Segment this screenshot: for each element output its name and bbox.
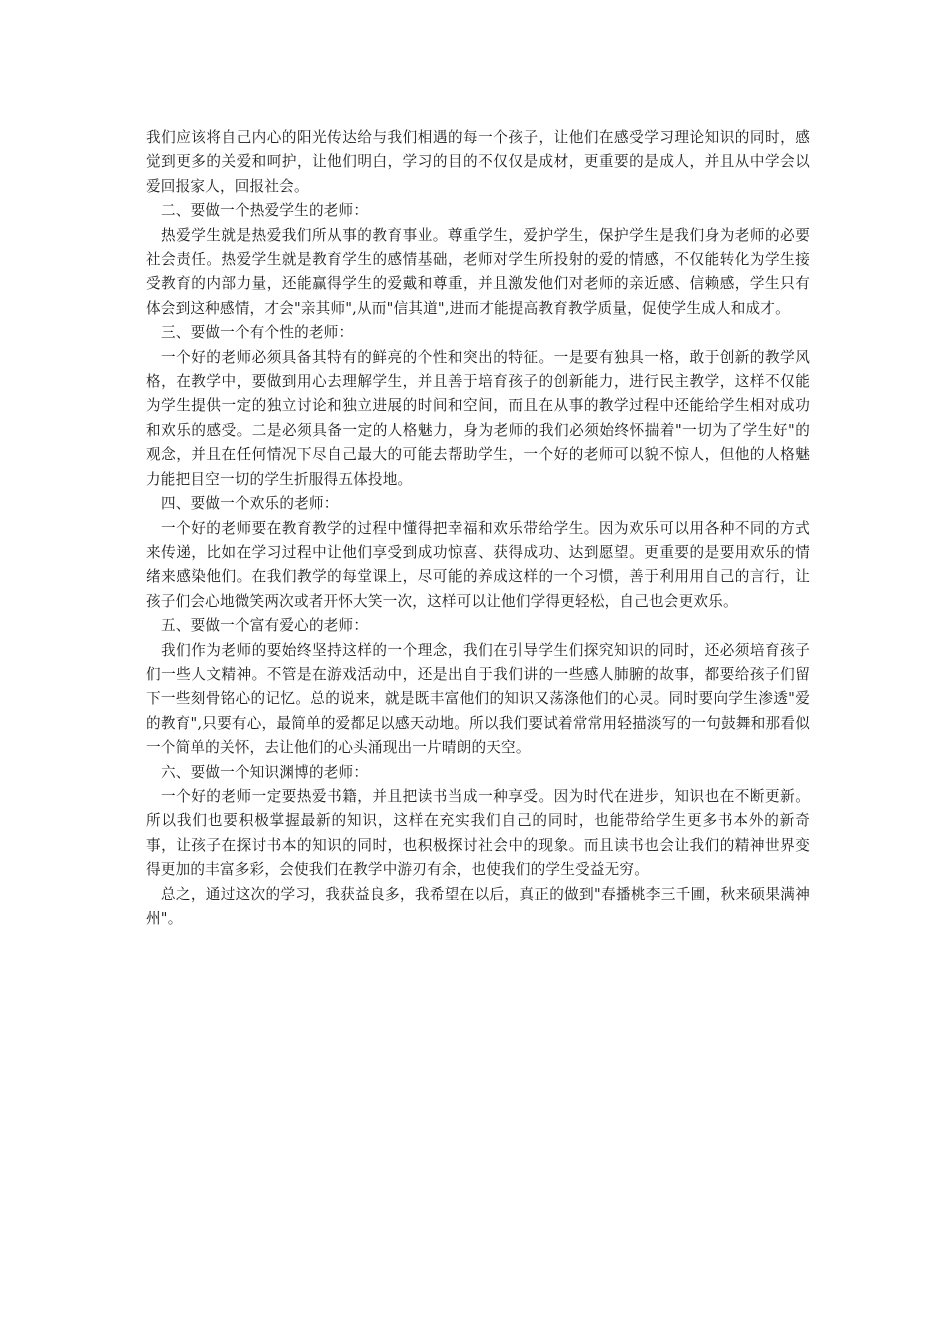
paragraph-section-2: 热爱学生就是热爱我们所从事的教育事业。尊重学生，爱护学生，保护学生是我们身为老师的必要社会责任。热爱学生就是教育学生的感情基础，老师对学生所投射的爱的情感，不仅能转化为学生接受教育的内部力量，还能赢得学生的爱戴和尊重，并且激发他们对老师的亲近感、信赖感，学生只有体会到这种感情，才会"亲其师",从而"信其道",进而才能提高教育教学质量，促使学生成人和成才。 xyxy=(146,226,810,317)
section-heading-6: 六、要做一个知识渊博的老师： xyxy=(161,763,369,781)
paragraph-conclusion: 总之，通过这次的学习，我获益良多，我希望在以后，真正的做到"春播桃李三千圃，秋来硕果满神州"。 xyxy=(146,885,810,927)
section-heading-5: 五、要做一个富有爱心的老师： xyxy=(161,617,369,635)
paragraph-intro: 我们应该将自己内心的阳光传达给与我们相遇的每一个孩子，让他们在感受学习理论知识的同时，感觉到更多的关爱和呵护，让他们明白，学习的目的不仅仅是成材，更重要的是成人，并且从中学会以爱回报家人，回报社会。 xyxy=(146,129,810,195)
section-heading-4: 四、要做一个欢乐的老师： xyxy=(161,495,339,513)
section-heading-2: 二、要做一个热爱学生的老师： xyxy=(161,202,369,220)
section-heading-3: 三、要做一个有个性的老师： xyxy=(161,324,354,342)
paragraph-section-5: 我们作为老师的要始终坚持这样的一个理念，我们在引导学生们探究知识的同时，还必须培育孩子们一些人文精神。不管是在游戏活动中，还是出自于我们讲的一些感人肺腑的故事，都要给孩子们留下一些刻骨铭心的记忆。总的说来，就是既丰富他们的知识又荡涤他们的心灵。同时要向学生渗透"爱的教育",只要有心，最简单的爱都足以感天动地。所以我们要试着常常用轻描淡写的一句鼓舞和那看似一个简单的关怀，去让他们的心头涌现出一片晴朗的天空。 xyxy=(146,641,810,757)
paragraph-section-4: 一个好的老师要在教育教学的过程中懂得把幸福和欢乐带给学生。因为欢乐可以用各种不同的方式来传递，比如在学习过程中让他们享受到成功惊喜、获得成功、达到愿望。更重要的是要用欢乐的情绪来感染他们。在我们教学的每堂课上，尽可能的养成这样的一个习惯，善于利用用自己的言行，让孩子们会心地微笑两次或者开怀大笑一次，这样可以让他们学得更轻松，自己也会更欢乐。 xyxy=(146,519,810,610)
document-body xyxy=(146,126,810,931)
paragraph-section-3: 一个好的老师必须具备其特有的鲜亮的个性和突出的特征。一是要有独具一格，敢于创新的教学风格，在教学中，要做到用心去理解学生，并且善于培育孩子的创新能力，进行民主教学，这样不仅能为学生提供一定的独立讨论和独立进展的时间和空间，而且在从事的教学过程中还能给学生相对成功和欢乐的感受。二是必须具备一定的人格魅力，身为老师的我们必须始终怀揣着"一切为了学生好"的观念，并且在任何情况下尽自己最大的可能去帮助学生，一个好的老师可以貌不惊人，但他的人格魅力能把目空一切的学生折服得五体投地。 xyxy=(146,348,810,488)
paragraph-section-6: 一个好的老师一定要热爱书籍，并且把读书当成一种享受。因为时代在进步，知识也在不断更新。所以我们也要积极掌握最新的知识，这样在充实我们自己的同时，也能带给学生更多书本外的新奇事，让孩子在探讨书本的知识的同时，也积极探讨社会中的现象。而且读书也会让我们的精神世界变得更加的丰富多彩，会使我们在教学中游刃有余，也使我们的学生受益无穷。 xyxy=(146,787,810,879)
